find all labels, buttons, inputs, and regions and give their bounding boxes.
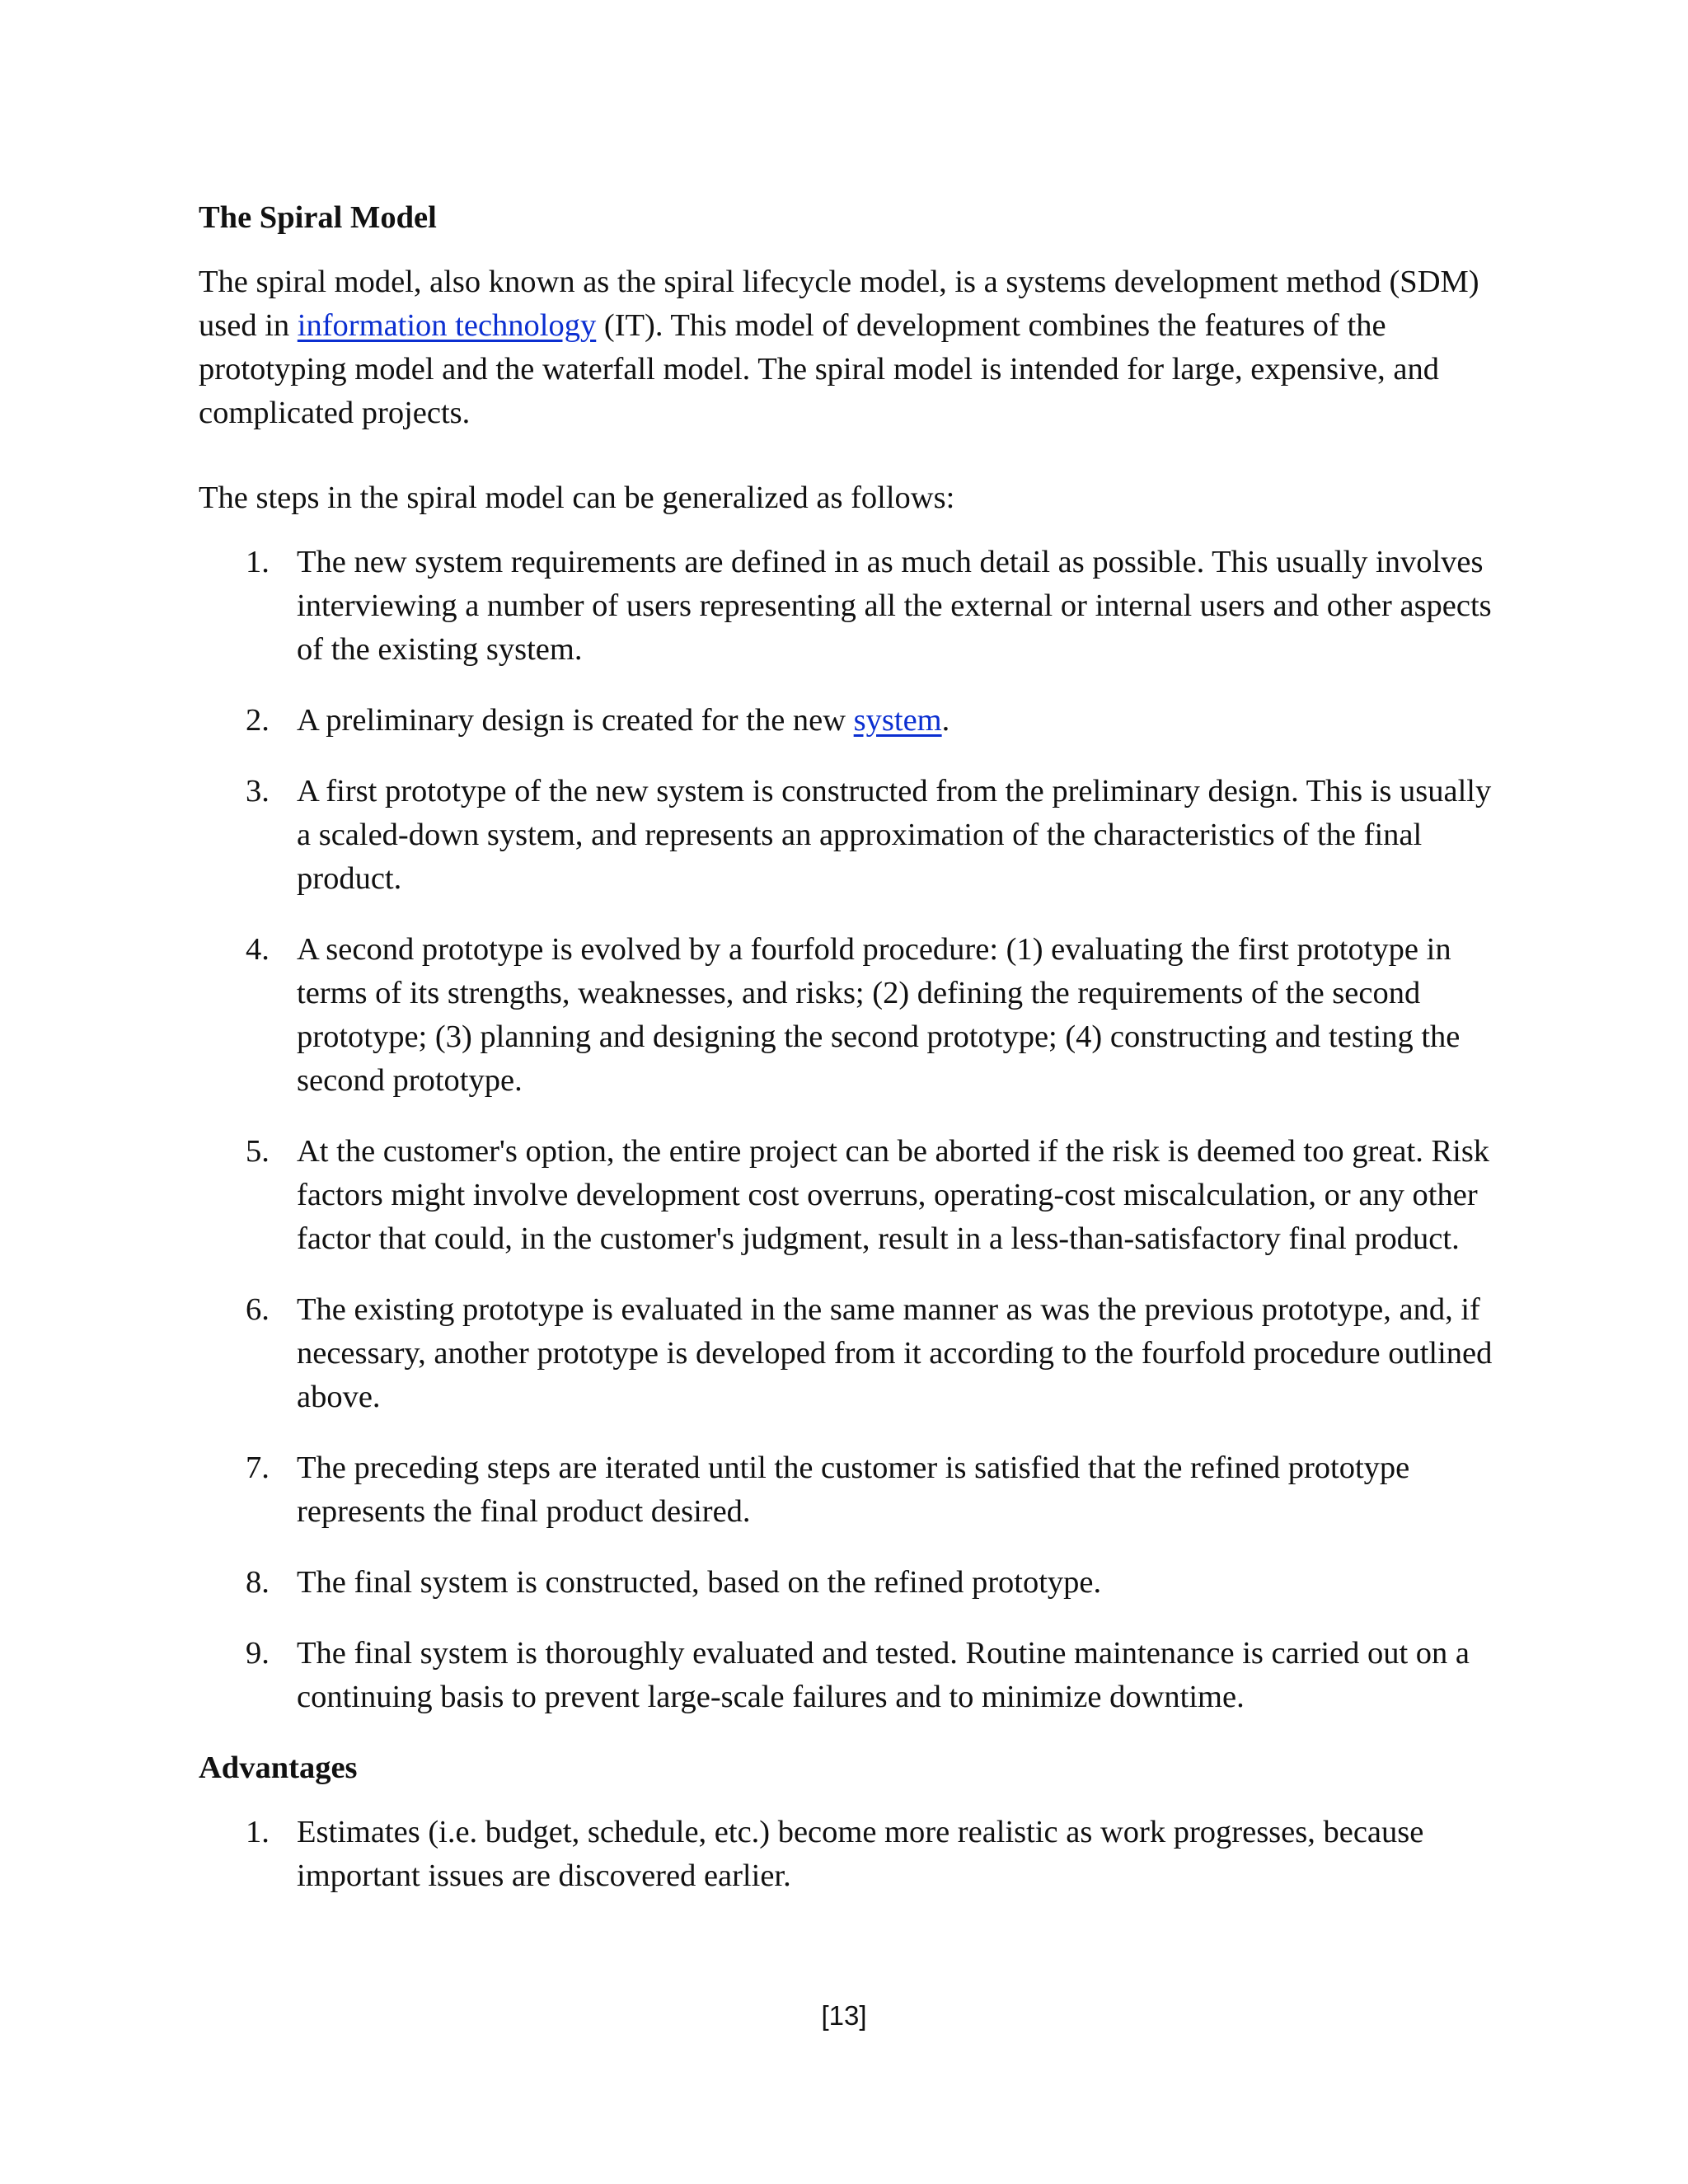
list-number: 6. [246, 1292, 270, 1327]
list-number: 5. [246, 1134, 270, 1169]
list-number: 4. [246, 932, 270, 967]
list-item-text: The new system requirements are defined in as much detail as possible. This usually involves interviewing a number of users representing all the external or internal users and other aspects of the existing system. [297, 545, 1492, 667]
steps-list [199, 541, 1501, 1719]
list-number: 3. [246, 774, 270, 808]
list-number: 1. [246, 1815, 270, 1849]
advantages-list [199, 1811, 1501, 1898]
list-item-text: A second prototype is evolved by a fourfold procedure: (1) evaluating the first prototype in terms of its strengths, weaknesses, and risks; (2) defining the requirements of the second prototype; (3) planning and designing the second prototype; (4) constructing and testing the second prototype. [297, 932, 1461, 1098]
list-item-text: The preceding steps are iterated until the customer is satisfied that the refined prototype represents the final product desired. [297, 1451, 1410, 1529]
list-item [199, 770, 1501, 901]
list-item-text: A first prototype of the new system is constructed from the preliminary design. This is usually a scaled-down system, and represents an approximation of the characteristics of the final product. [297, 774, 1492, 896]
system-link[interactable]: system [853, 703, 942, 738]
paragraph-text: The spiral model, also known as the spiral lifecycle model, is a systems development method (SDM) used in [199, 265, 1479, 343]
list-item [199, 928, 1501, 1103]
list-item-text [297, 703, 950, 738]
list-item [199, 1288, 1501, 1419]
intro-paragraph [199, 260, 1501, 435]
list-item-text-part: A preliminary design is created for the new [297, 703, 854, 738]
section-heading: The Spiral Model [199, 200, 437, 235]
list-number: 8. [246, 1565, 270, 1600]
list-item-text: The final system is constructed, based on the refined prototype. [297, 1565, 1102, 1600]
information-technology-link[interactable]: information technology [297, 308, 597, 343]
paragraph-text: (IT). This model of development combines the features of the prototyping model and the waterfall model. The spiral model is intended for large, expensive, and complicated projects. [199, 308, 1440, 430]
list-item-text: The final system is thoroughly evaluated and tested. Routine maintenance is carried out on a continuing basis to prevent large-scale failures and to minimize downtime. [297, 1636, 1470, 1714]
list-item [199, 699, 1501, 743]
list-item-text: The existing prototype is evaluated in the same manner as was the previous prototype, and, if necessary, another prototype is developed from it according to the fourfold procedure outlined above. [297, 1292, 1493, 1414]
steps-intro: The steps in the spiral model can be generalized as follows: [199, 480, 955, 515]
list-number: 1. [246, 545, 270, 579]
advantages-heading: Advantages [199, 1750, 358, 1785]
list-item [199, 1130, 1501, 1261]
list-item-text: At the customer's option, the entire project can be aborted if the risk is deemed too great. Risk factors might involve development cost overruns, operating-cost miscalculation, or any other factor that could, in the customer's judgment, result in a less-than-satisfactory final product. [297, 1134, 1490, 1256]
list-number: 7. [246, 1451, 270, 1485]
list-item [199, 1811, 1501, 1898]
list-item [199, 1632, 1501, 1719]
list-item [199, 541, 1501, 672]
list-item [199, 1446, 1501, 1534]
list-number: 2. [246, 703, 270, 738]
page-content [199, 196, 1501, 1898]
list-item-text: Estimates (i.e. budget, schedule, etc.) become more realistic as work progresses, because important issues are discovered earlier. [297, 1815, 1424, 1893]
list-item [199, 1561, 1501, 1605]
list-number: 9. [246, 1636, 270, 1671]
list-item-text-part: . [941, 703, 950, 738]
page-number: [13] [821, 2000, 867, 2031]
